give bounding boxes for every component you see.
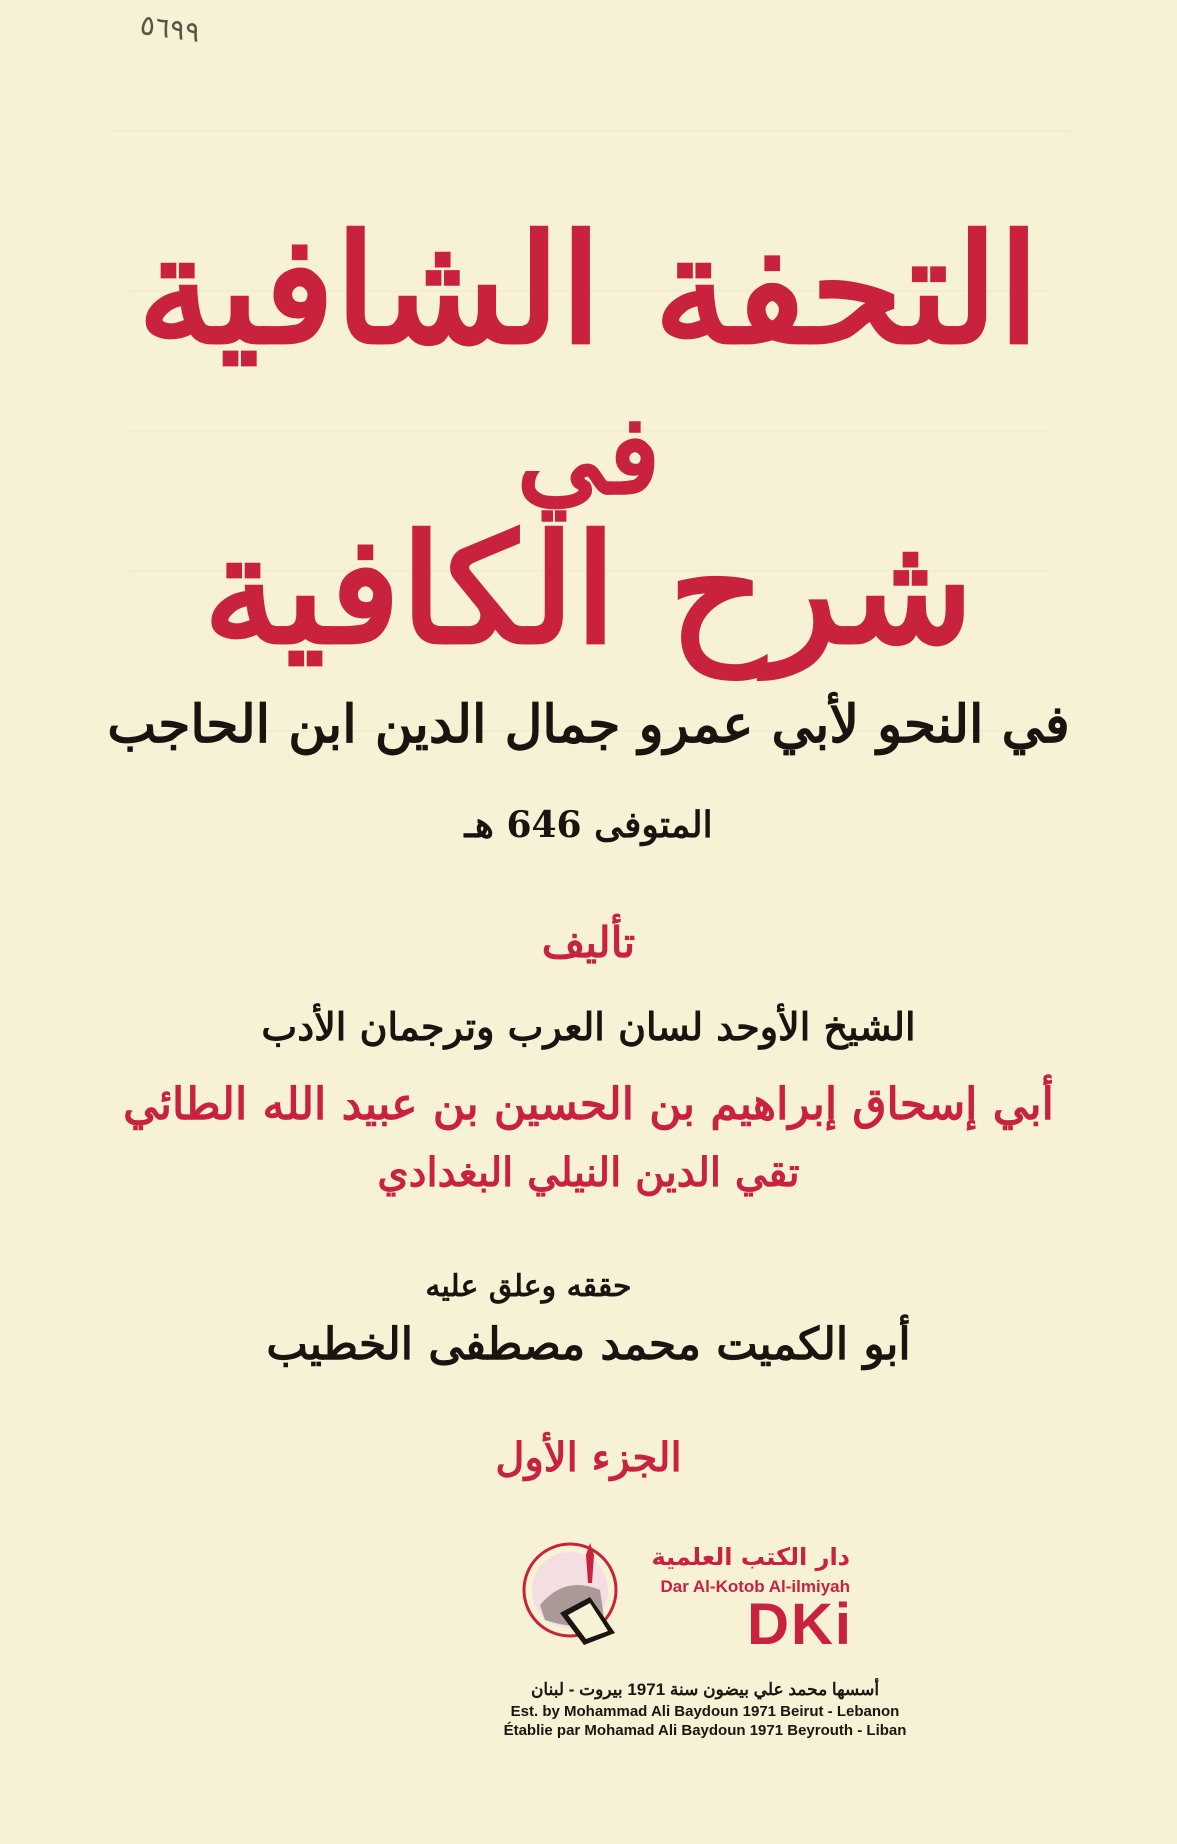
death-year-note: المتوفى 646 هـ (464, 804, 713, 846)
editor-name: أبو الكميت محمد مصطفى الخطيب (266, 1319, 911, 1370)
author-label: تأليف (541, 918, 636, 967)
established-english: Est. by Mohammad Ali Baydoun 1971 Beirut - Lebanon (510, 1703, 900, 1720)
author-epithet: الشيخ الأوحد لسان العرب وترجمان الأدب (261, 1004, 916, 1049)
publisher-logo-icon (520, 1535, 630, 1650)
author-name: أبي إسحاق إبراهيم بن الحسين بن عبيد الله الطائي (123, 1079, 1054, 1130)
editor-label: حققه وعلق عليه (425, 1269, 632, 1304)
publisher-block (520, 1535, 900, 1685)
publisher-latin-name: Dar Al-Kotob Al-ilmiyah (660, 1577, 850, 1596)
book-title-line-2: في (516, 390, 661, 519)
publisher-arabic-name: دار الكتب العلمية (651, 1543, 850, 1571)
book-subtitle: في النحو لأبي عمرو جمال الدين ابن الحاجب (107, 694, 1070, 755)
handwritten-catalog-number: ٥٦٩٩ (137, 7, 203, 50)
book-title-line-1: التحفة الشافية (137, 202, 1040, 378)
established-arabic: أسسها محمد علي بيضون سنة 1971 بيروت - لبنان (530, 1680, 880, 1699)
book-title-line-3: شرح الكافية (203, 502, 974, 678)
volume-label: الجزء الأول (495, 1434, 682, 1481)
publisher-dki-logo: DKi (747, 1592, 853, 1657)
established-french: Établie par Mohamad Ali Baydoun 1971 Beyrouth - Liban (503, 1722, 907, 1739)
author-nisba: تقي الدين النيلي البغدادي (377, 1149, 800, 1196)
